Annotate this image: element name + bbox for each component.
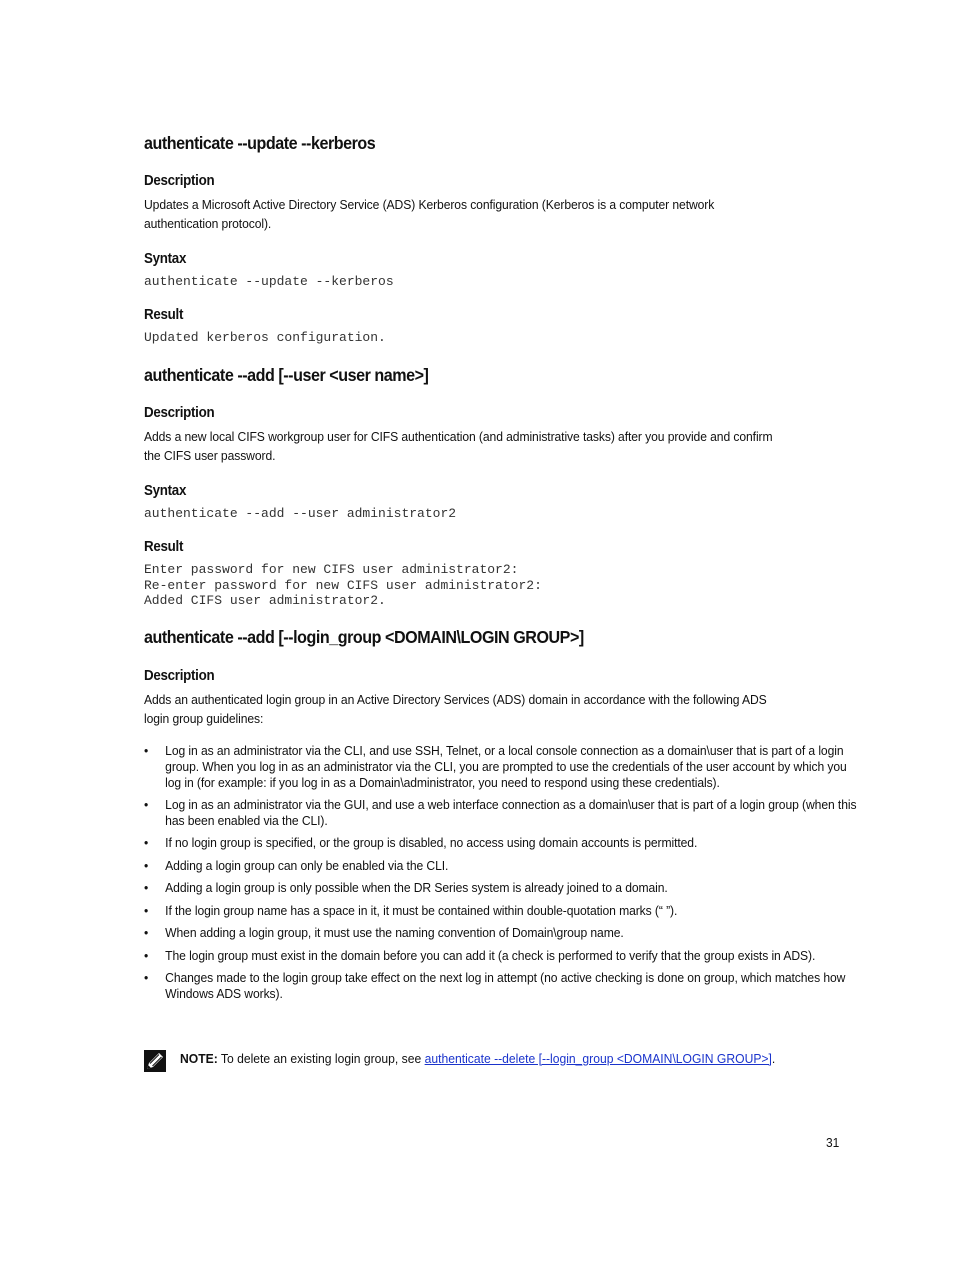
guidelines-list bbox=[144, 743, 857, 1002]
list-item: • Changes made to the login group take effect on the next log in attempt (no active checking is done on group, which matches how Windows ADS works). bbox=[144, 970, 864, 1002]
list-item: • Adding a login group is only possible when the DR Series system is already joined to a domain. bbox=[144, 880, 864, 896]
section-title-add-user: authenticate --add [--user <user name>] bbox=[144, 365, 429, 385]
description-text: Updates a Microsoft Active Directory Service (ADS) Kerberos configuration (Kerberos is a computer network authentication protocol). bbox=[144, 197, 715, 231]
list-item: • If the login group name has a space in it, it must be contained within double-quotation marks (“ ”). bbox=[144, 903, 864, 919]
description-heading: Description bbox=[144, 173, 215, 189]
description-heading: Description bbox=[144, 668, 215, 684]
list-item: • The login group must exist in the domain before you can add it (a check is performed to verify that the group exists in ADS). bbox=[144, 948, 864, 964]
description-text: Adds a new local CIFS workgroup user for CIFS authentication (and administrative tasks) after you provide and confirm the CIFS user password. bbox=[144, 429, 773, 463]
description-text: Adds an authenticated login group in an Active Directory Services (ADS) domain in accordance with the following ADS login group guidelines: bbox=[144, 692, 767, 726]
syntax-heading: Syntax bbox=[144, 251, 187, 267]
description-heading: Description bbox=[144, 405, 215, 421]
note-body: To delete an existing login group, see bbox=[217, 1051, 425, 1066]
syntax-code: authenticate --add --user administrator2 bbox=[144, 506, 457, 521]
note-text bbox=[180, 1051, 775, 1066]
result-heading: Result bbox=[144, 539, 184, 555]
result-code: Updated kerberos configuration. bbox=[144, 330, 386, 345]
list-item: • If no login group is specified, or the group is disabled, no access using domain accounts is permitted. bbox=[144, 835, 864, 851]
list-item: • Log in as an administrator via the CLI, and use SSH, Telnet, or a local console connection as a domain\user that is part of a login group. When you log in as an administrator via the CLI, you are prompted to use the credentials of the user account by which you log in (for example: if you log in as a Domain\administrator, you need to respond using these credentials). bbox=[144, 743, 864, 791]
list-item: • When adding a login group, it must use the naming convention of Domain\group name. bbox=[144, 925, 864, 941]
delete-login-group-link[interactable]: authenticate --delete [--login_group <DOMAIN\LOGIN GROUP>] bbox=[424, 1051, 772, 1066]
note-box bbox=[144, 1048, 844, 1074]
note-pencil-icon bbox=[144, 1050, 166, 1072]
syntax-code: authenticate --update --kerberos bbox=[144, 274, 394, 289]
list-item: • Adding a login group can only be enabled via the CLI. bbox=[144, 858, 864, 874]
note-end: . bbox=[771, 1051, 776, 1066]
result-heading: Result bbox=[144, 307, 184, 323]
section-title-add-login-group: authenticate --add [--login_group <DOMAIN\LOGIN GROUP>] bbox=[144, 627, 584, 647]
note-label: NOTE: bbox=[180, 1051, 218, 1066]
page-number: 31 bbox=[826, 1135, 840, 1150]
list-item: • Log in as an administrator via the GUI, and use a web interface connection as a domain\user that is part of a login group (when this has been enabled via the CLI). bbox=[144, 797, 864, 829]
section-title-kerberos: authenticate --update --kerberos bbox=[144, 133, 376, 153]
syntax-heading: Syntax bbox=[144, 483, 187, 499]
result-code: Enter password for new CIFS user administrator2: Re-enter password for new CIFS user administrator2: Added CIFS user administrator2. bbox=[144, 562, 542, 608]
